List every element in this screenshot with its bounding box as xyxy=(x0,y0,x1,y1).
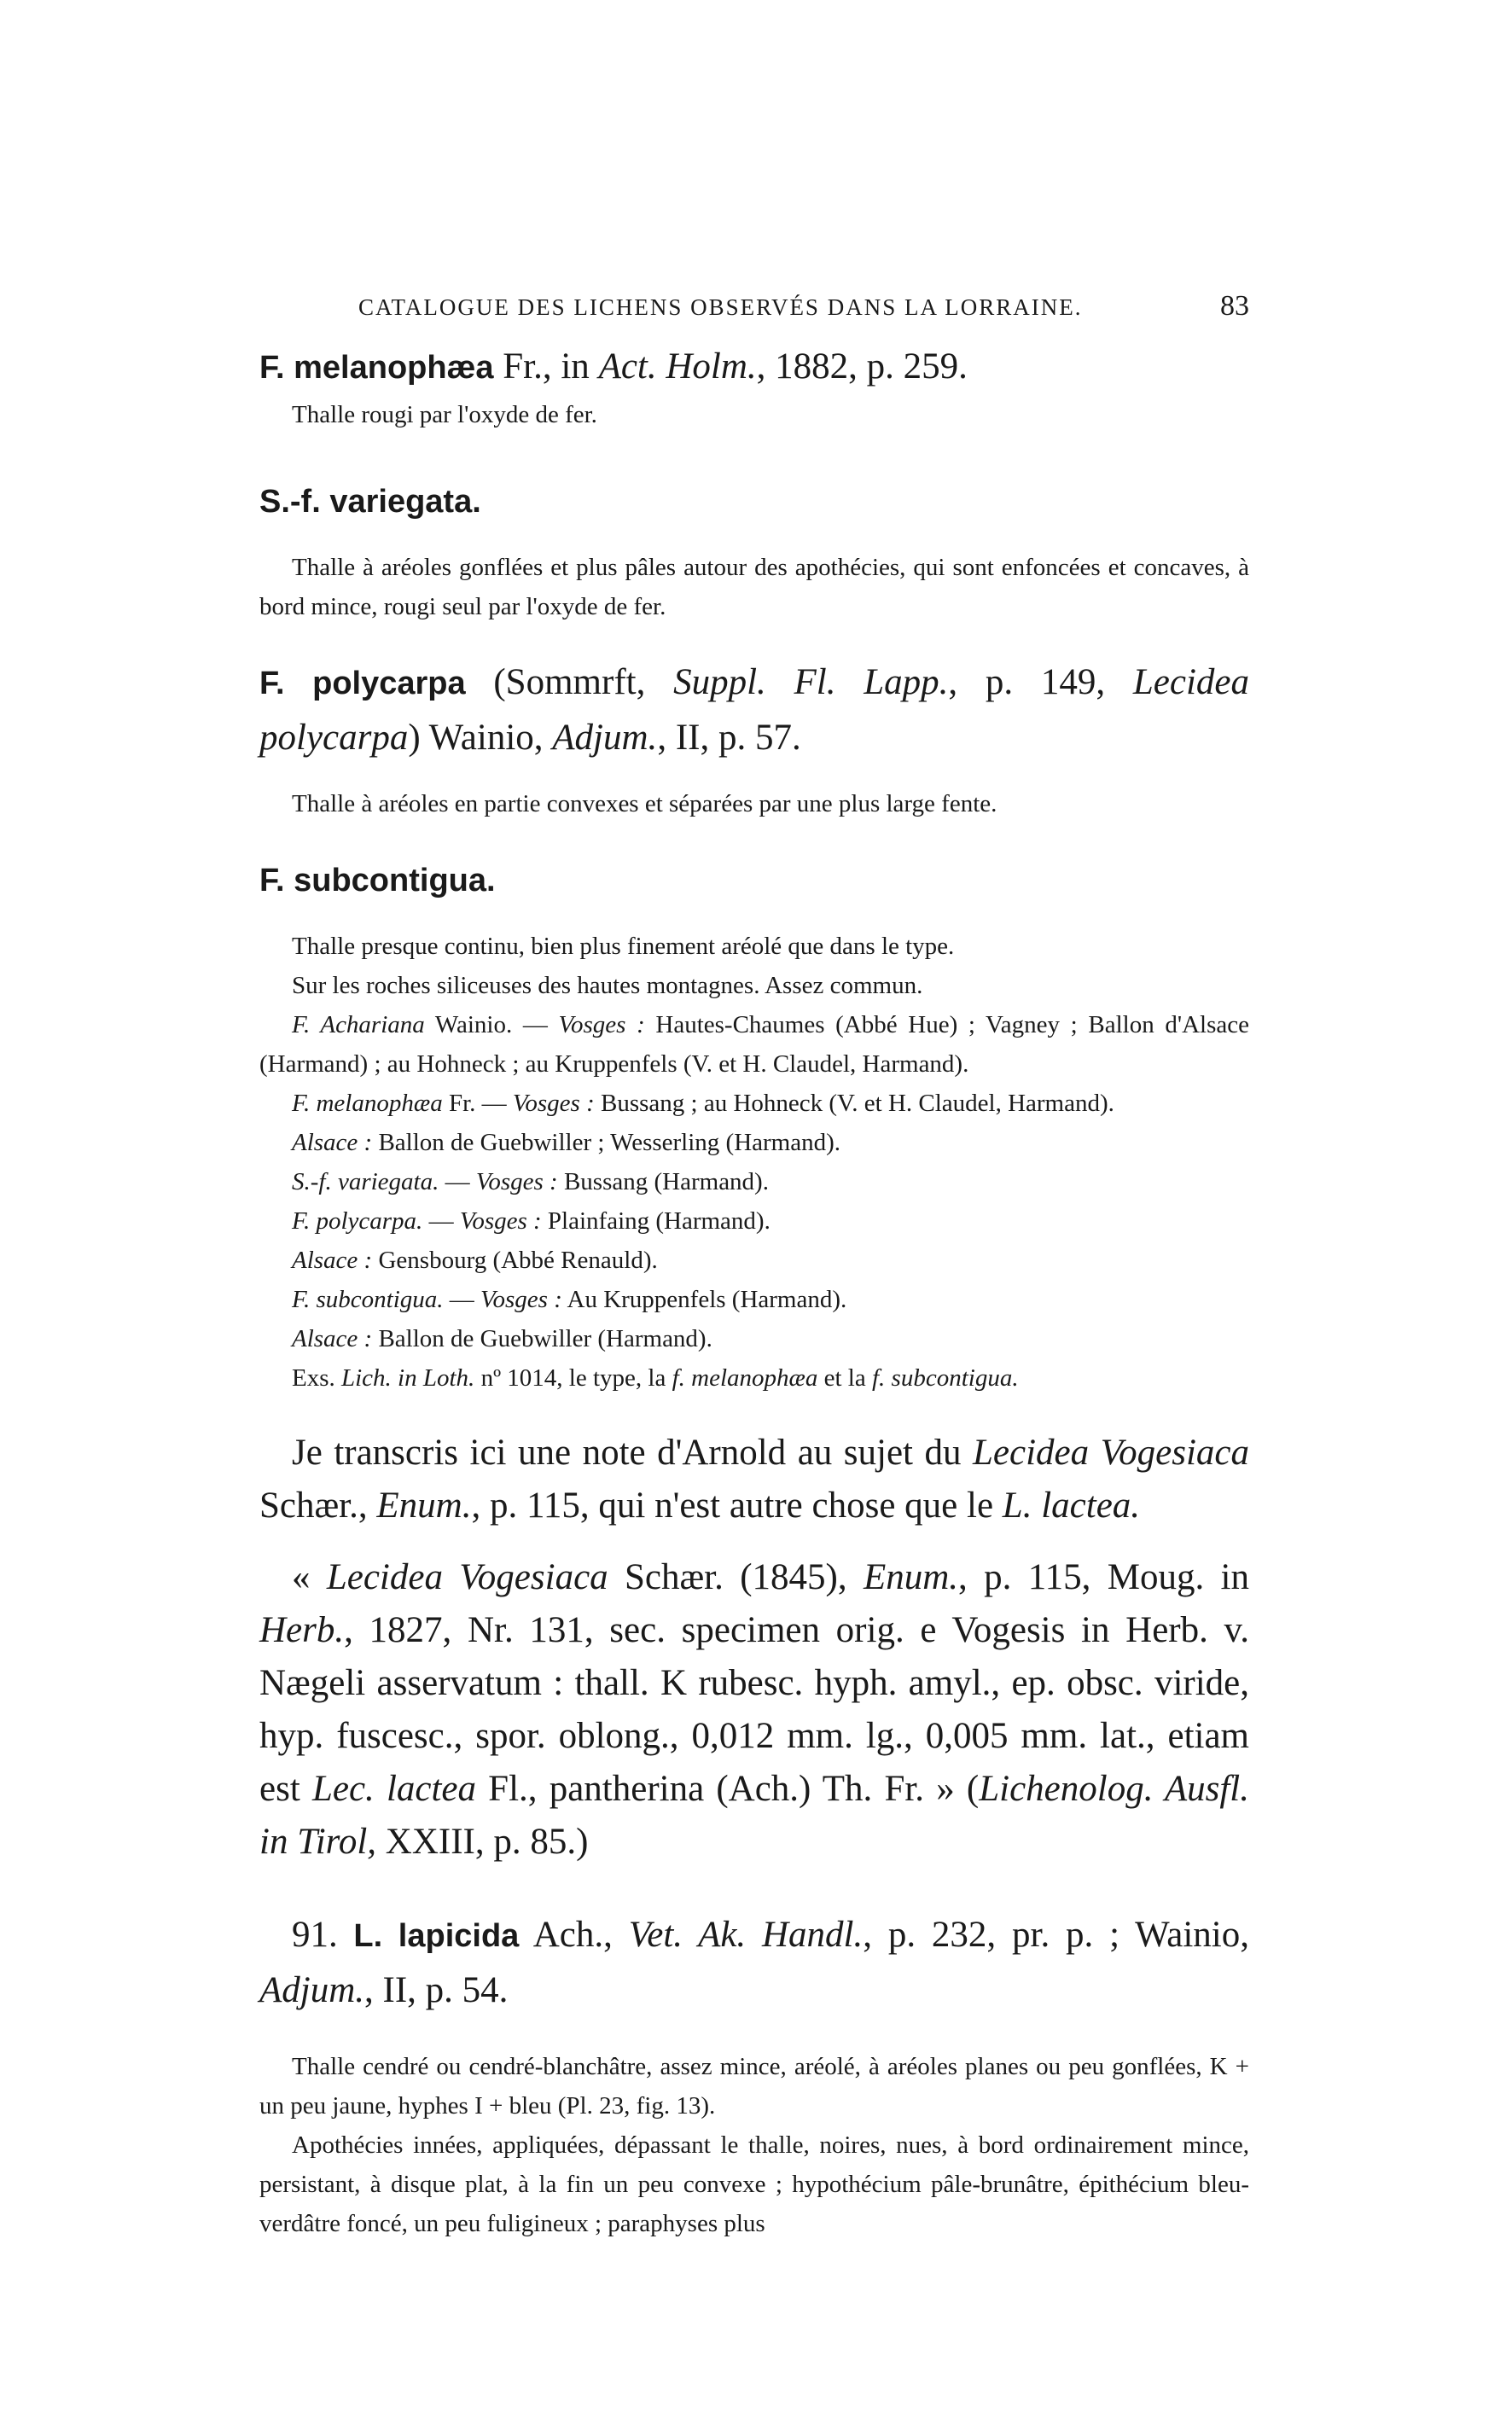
locality-line: S.-f. variegata. — Vosges : Bussang (Harmand). xyxy=(292,1168,769,1195)
locality-line: Alsace : Ballon de Guebwiller (Harmand). xyxy=(292,1325,712,1352)
entry-description-variegata: Thalle à aréoles gonflées et plus pâles autour des apothécies, qui sont enfoncées et concaves, à bord mince, rougi seul par l'oxyde de fer. xyxy=(259,554,1249,620)
entry-heading-subcontigua: F. subcontigua. xyxy=(259,863,496,898)
entry-heading-melanophaea: F. melanophæa Fr., in Act. Holm., 1882, p. 259. xyxy=(259,346,968,387)
entry-heading-polycarpa: F. polycarpa (Sommrft, Suppl. Fl. Lapp., p. 149, Lecidea polycarpa) Wainio, Adjum., II, p. 57. xyxy=(259,662,1249,758)
locality-line: Alsace : Ballon de Guebwiller ; Wesserling (Harmand). xyxy=(292,1129,841,1156)
page-number: 83 xyxy=(1220,290,1249,322)
exsiccata-line: Exs. Lich. in Loth. nº 1014, le type, la f. melanophæa et la f. subcontigua. xyxy=(292,1364,1019,1392)
locality-line: F. Achariana Wainio. — Vosges : Hautes-Chaumes (Abbé Hue) ; Vagney ; Ballon d'Alsace (Harmand) ; au Hohneck ; au Kruppenfels (V. et H. Claudel, Harmand). xyxy=(259,1011,1249,1078)
entry-description-subcontigua: Thalle presque continu, bien plus finement aréolé que dans le type. xyxy=(292,933,955,960)
species-description: Thalle cendré ou cendré-blanchâtre, assez mince, aréolé, à aréoles planes ou peu gonflées, K + un peu jaune, hyphes I + bleu (Pl. 23, fig. 13). xyxy=(259,2053,1249,2120)
entry-description-polycarpa: Thalle à aréoles en partie convexes et séparées par une plus large fente. xyxy=(292,790,997,817)
running-head xyxy=(358,290,1249,323)
entry-heading-variegata: S.-f. variegata. xyxy=(259,484,481,520)
main-column xyxy=(259,340,1249,2243)
locality-line: F. subcontigua. — Vosges : Au Kruppenfels (Harmand). xyxy=(292,1286,847,1313)
habitat-note: Sur les roches siliceuses des hautes montagnes. Assez commun. xyxy=(292,972,923,999)
locality-line: F. melanophæa Fr. — Vosges : Bussang ; au Hohneck (V. et H. Claudel, Harmand). xyxy=(292,1090,1114,1117)
entry-description-melanophaea: Thalle rougi par l'oxyde de fer. xyxy=(292,401,597,428)
locality-line: Alsace : Gensbourg (Abbé Renauld). xyxy=(292,1247,658,1274)
running-title: CATALOGUE DES LICHENS OBSERVÉS DANS LA LORRAINE. xyxy=(358,294,1083,320)
quoted-paragraph: « Lecidea Vogesiaca Schær. (1845), Enum., p. 115, Moug. in Herb., 1827, Nr. 131, sec. specimen orig. e Vogesis in Herb. v. Nægeli asservatum : thall. K rubesc. hyph. amyl., ep. obsc. viride, hyp. fuscesc., spor. oblong., 0,012 mm. lg., 0,005 mm. lat., etiam est Lec. lactea Fl., pantherina (Ach.) Th. Fr. » (Lichenolog. Ausfl. in Tirol, XXIII, p. 85.) xyxy=(259,1557,1249,1862)
species-description: Apothécies innées, appliquées, dépassant le thalle, noires, nues, à bord ordinairement mince, persistant, à disque plat, à la fin un peu convexe ; hypothécium pâle-brunâtre, épithécium bleu-verdâtre foncé, un peu fuligineux ; paraphyses plus xyxy=(259,2131,1249,2237)
locality-line: F. polycarpa. — Vosges : Plainfaing (Harmand). xyxy=(292,1207,771,1235)
note-paragraph: Je transcris ici une note d'Arnold au sujet du Lecidea Vogesiaca Schær., Enum., p. 115, qui n'est autre chose que le L. lactea. xyxy=(259,1433,1249,1526)
species-heading-lapicida: 91. L. lapicida Ach., Vet. Ak. Handl., p. 232, pr. p. ; Wainio, Adjum., II, p. 54. xyxy=(259,1915,1249,2010)
